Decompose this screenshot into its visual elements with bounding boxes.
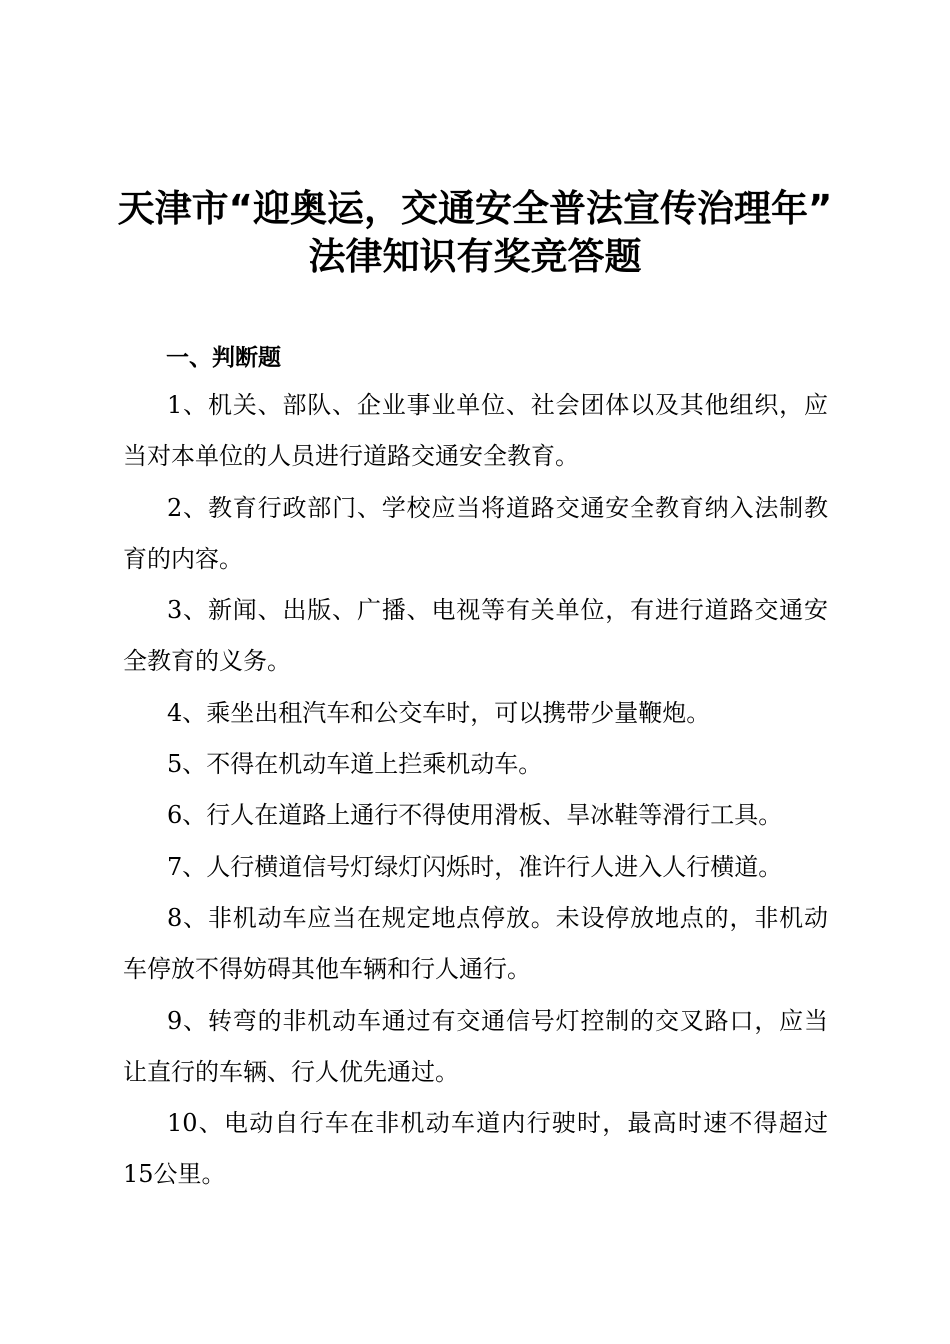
question-5: 5、不得在机动车道上拦乘机动车。 [167, 750, 543, 779]
question-7: 7、人行横道信号灯绿灯闪烁时，准许行人进入人行横道。 [167, 852, 783, 881]
question-1: 1、机关、部队、企业事业单位、社会团体以及其他组织，应当对本单位的人员进行道路交通安全教育。 [123, 391, 828, 471]
question-9: 9、转弯的非机动车通过有交通信号灯控制的交叉路口，应当让直行的车辆、行人优先通过。 [123, 1006, 828, 1086]
question-2: 2、教育行政部门、学校应当将道路交通安全教育纳入法制教育的内容。 [123, 493, 828, 573]
question-4: 4、乘坐出租汽车和公交车时，可以携带少量鞭炮。 [167, 698, 711, 727]
question-10: 10、电动自行车在非机动车道内行驶时，最高时速不得超过15公里。 [123, 1109, 828, 1189]
question-6: 6、行人在道路上通行不得使用滑板、旱冰鞋等滑行工具。 [167, 801, 783, 830]
document-title-line-1: 天津市“迎奥运，交通安全普法宣传治理年” [117, 187, 833, 230]
question-3: 3、新闻、出版、广播、电视等有关单位，有进行道路交通安全教育的义务。 [123, 596, 828, 676]
section-heading: 一、判断题 [166, 345, 281, 371]
question-8: 8、非机动车应当在规定地点停放。未设停放地点的，非机动车停放不得妨碍其他车辆和行人通行。 [123, 903, 828, 984]
question-list [123, 380, 828, 1201]
document-title-line-2: 法律知识有奖竞答题 [308, 235, 642, 278]
